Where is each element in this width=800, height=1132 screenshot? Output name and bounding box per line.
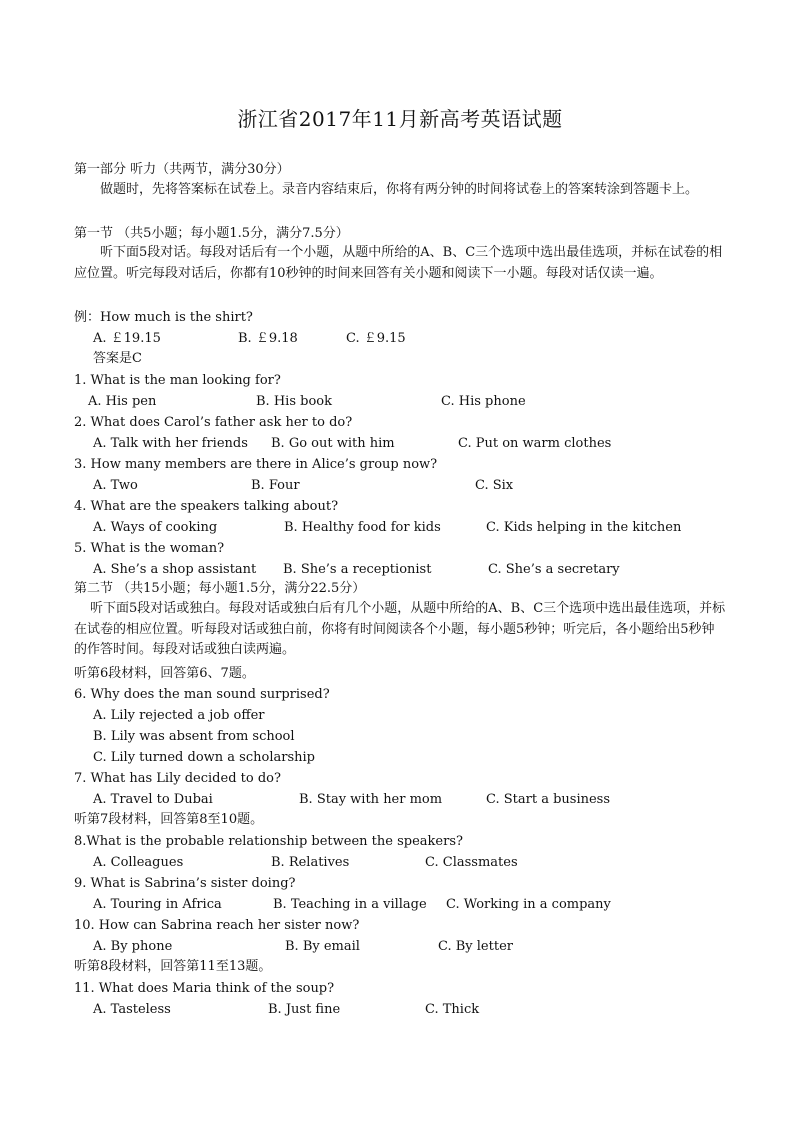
q10-option-a: A. By phone (93, 939, 173, 954)
q1-option-c: C. His phone (441, 394, 526, 409)
material-6-heading: 听第6段材料，回答第6、7题。 (74, 666, 255, 681)
question-7: 7. What has Lily decided to do? (74, 771, 281, 786)
q5-option-c: C. She’s a secretary (488, 562, 620, 577)
q7-option-a: A. Travel to Dubai (93, 792, 213, 807)
q9-option-b: B. Teaching in a village (273, 897, 427, 912)
section2-heading: 第二节 （共15小题；每小题1.5分，满分22.5分） (74, 581, 366, 596)
q10-option-c: C. By letter (438, 939, 513, 954)
question-1: 1. What is the man looking for? (74, 373, 281, 388)
q4-option-a: A. Ways of cooking (93, 520, 218, 535)
question-3: 3. How many members are there in Alice’s group now? (74, 457, 438, 472)
q3-option-a: A. Two (93, 478, 138, 493)
q8-option-c: C. Classmates (425, 855, 518, 870)
page-title: 浙江省2017年11月新高考英语试题 (237, 107, 563, 131)
example-option-b: B. ￡9.18 (238, 331, 298, 346)
material-7-heading: 听第7段材料，回答第8至10题。 (74, 812, 264, 827)
q1-option-b: B. His book (256, 394, 332, 409)
material-8-heading: 听第8段材料，回答第11至13题。 (74, 959, 272, 974)
part1-heading: 第一部分 听力（共两节，满分30分） (74, 162, 290, 177)
question-4: 4. What are the speakers talking about? (74, 499, 339, 514)
q6-option-a: A. Lily rejected a job offer (93, 708, 265, 723)
q1-option-a: A. His pen (88, 394, 157, 409)
q8-option-b: B. Relatives (271, 855, 350, 870)
question-9: 9. What is Sabrina’s sister doing? (74, 876, 296, 891)
section1-instruction: 听下面5段对话。每段对话后有一个小题，从题中所给的A、B、C三个选项中选出最佳选项，并标在试卷的相应位置。听完每段对话后，你都有10秒钟的时间来回答有关小题和阅读下一小题。每段对话仅读一遍。 (74, 245, 723, 281)
q11-option-a: A. Tasteless (93, 1002, 171, 1017)
q7-option-c: C. Start a business (486, 792, 611, 807)
section1-heading: 第一节 （共5小题；每小题1.5分，满分7.5分） (74, 226, 349, 241)
example-answer: 答案是C (93, 351, 142, 366)
example-option-a: A. ￡19.15 (93, 331, 161, 346)
q7-option-b: B. Stay with her mom (299, 792, 443, 807)
q3-option-b: B. Four (251, 478, 300, 493)
q11-option-c: C. Thick (425, 1002, 480, 1017)
q4-option-b: B. Healthy food for kids (284, 520, 441, 535)
question-8: 8.What is the probable relationship between the speakers? (74, 834, 463, 849)
q2-option-b: B. Go out with him (271, 436, 395, 451)
question-11: 11. What does Maria think of the soup? (74, 981, 335, 996)
q6-option-b: B. Lily was absent from school (93, 729, 295, 744)
example-question: 例：How much is the shirt? (74, 310, 253, 325)
q5-option-b: B. She’s a receptionist (283, 562, 432, 577)
q5-option-a: A. She’s a shop assistant (93, 562, 257, 577)
q2-option-a: A. Talk with her friends (93, 436, 248, 451)
q9-option-a: A. Touring in Africa (93, 897, 222, 912)
question-2: 2. What does Carol’s father ask her to do? (74, 415, 353, 430)
question-5: 5. What is the woman? (74, 541, 225, 556)
q4-option-c: C. Kids helping in the kitchen (486, 520, 682, 535)
q6-option-c: C. Lily turned down a scholarship (93, 750, 315, 765)
question-6: 6. Why does the man sound surprised? (74, 687, 330, 702)
q11-option-b: B. Just fine (268, 1002, 341, 1017)
part1-instruction: 做题时，先将答案标在试卷上。录音内容结束后，你将有两分钟的时间将试卷上的答案转涂到答题卡上。 (100, 182, 699, 197)
q8-option-a: A. Colleagues (93, 855, 184, 870)
question-10: 10. How can Sabrina reach her sister now? (74, 918, 360, 933)
q10-option-b: B. By email (285, 939, 360, 954)
section2-instruction: 听下面5段对话或独白。每段对话或独白后有几个小题，从题中所给的A、B、C三个选项中选出最佳选项，并标在试卷的相应位置。听每段对话或独白前，你将有时间阅读各个小题，每小题5秒钟；听完后，各小题给出5秒钟的作答时间。每段对话或独白读两遍。 (74, 601, 726, 657)
q3-option-c: C. Six (475, 478, 514, 493)
example-option-c: C. ￡9.15 (346, 331, 406, 346)
q2-option-c: C. Put on warm clothes (458, 436, 612, 451)
q9-option-c: C. Working in a company (446, 897, 611, 912)
